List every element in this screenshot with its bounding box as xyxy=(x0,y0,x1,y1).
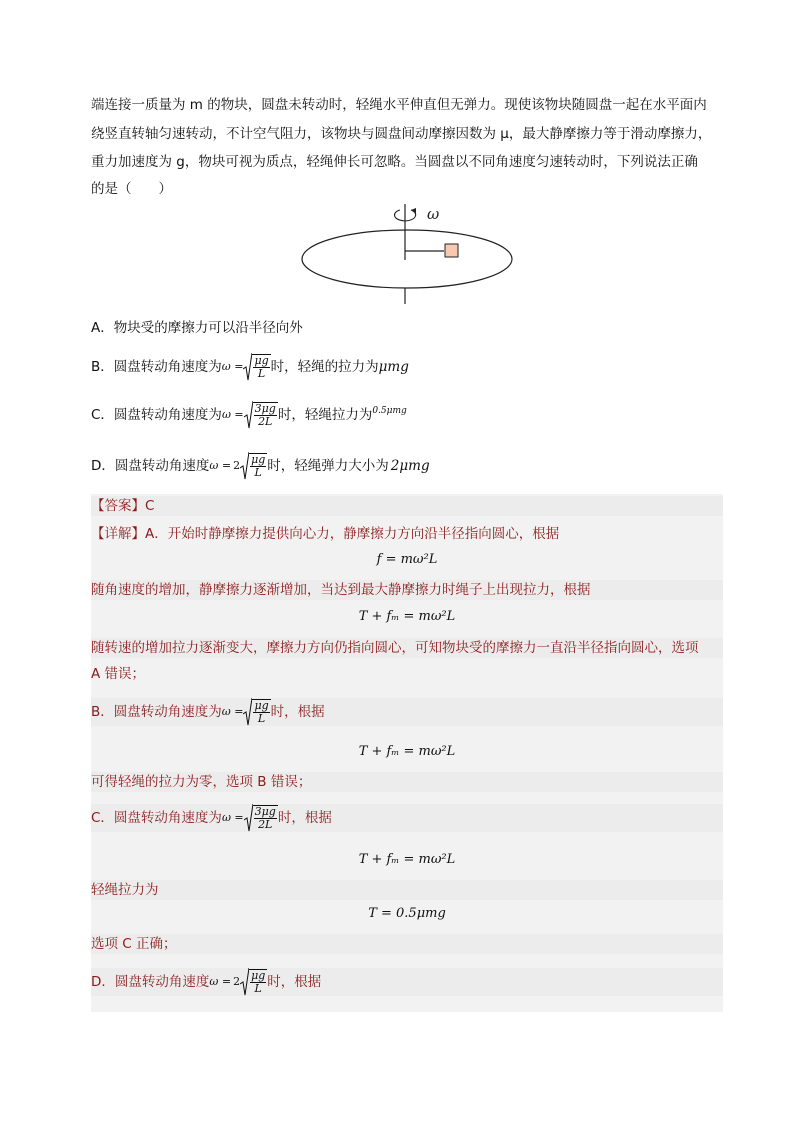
option-c xyxy=(91,402,407,428)
option-c-radical xyxy=(244,400,278,430)
detail-c-radical xyxy=(244,803,278,833)
option-b xyxy=(91,354,409,380)
option-d-den: L xyxy=(254,466,262,479)
option-d-omega: ω = xyxy=(209,459,232,472)
option-b-radical xyxy=(243,352,270,382)
option-c-prefix: C．圆盘转动角速度为 xyxy=(91,407,222,423)
detail-c-num: 3μg xyxy=(254,805,276,818)
option-b-value: μmg xyxy=(378,359,409,375)
detail-c-line1 xyxy=(91,804,723,832)
option-c-suffix: 时，轻绳拉力为 xyxy=(277,407,373,423)
option-b-prefix: B．圆盘转动角速度为 xyxy=(91,359,222,375)
question-line-1: 端连接一质量为 m 的物块，圆盘未转动时，轻绳水平伸直但无弹力。现使该物块随圆盘一起在水平面内 xyxy=(91,97,707,113)
question-line-4: 的是（ ） xyxy=(91,181,172,197)
option-c-value: 0.5μmg xyxy=(372,406,407,416)
option-d-prefix: D．圆盘转动角速度 xyxy=(91,458,210,474)
option-c-omega: ω = xyxy=(221,408,244,421)
detail-a-line2: 随角速度的增加，静摩擦力逐渐增加，当达到最大静摩擦力时绳子上出现拉力，根据 xyxy=(91,580,723,600)
detail-a-line3: 随转速的增加拉力逐渐变大，摩擦力方向仍指向圆心，可知物块受的摩擦力一直沿半径指向圆心，选项 xyxy=(91,638,723,658)
equation-5: T = 0.5μmg xyxy=(368,906,446,921)
option-d-value: 2μmg xyxy=(390,458,430,474)
detail-b-radical xyxy=(243,697,270,727)
option-b-suffix: 时，轻绳的拉力为 xyxy=(270,359,379,375)
detail-c-den: 2L xyxy=(258,818,273,831)
detail-a-line1 xyxy=(91,524,723,544)
disk-ellipse xyxy=(302,230,512,288)
option-d-radical xyxy=(240,451,267,481)
detail-c-line2: 轻绳拉力为 xyxy=(91,880,723,900)
detail-b-suffix: 时，根据 xyxy=(270,704,325,720)
detail-c-omega: ω = xyxy=(221,811,244,824)
detail-b-omega: ω = xyxy=(221,705,244,718)
detail-b-num: μg xyxy=(254,699,269,712)
equation-2: T + fₘ = mω²L xyxy=(358,609,456,624)
question-line-3: 重力加速度为 g，物块可视为质点，轻绳伸长可忽略。当圆盘以不同角速度匀速转动时，下列说法正确 xyxy=(91,154,698,170)
detail-d-prefix: D．圆盘转动角速度 xyxy=(91,974,210,990)
option-b-num: μg xyxy=(254,354,269,367)
detail-a-text1: A．开始时静摩擦力提供向心力，静摩擦力方向沿半径指向圆心，根据 xyxy=(145,526,560,542)
detail-d-line1 xyxy=(91,968,723,996)
detail-d-coef: 2 xyxy=(233,975,241,988)
detail-d-den: L xyxy=(254,982,262,995)
detail-c-line3: 选项 C 正确； xyxy=(91,934,723,954)
detail-label: 【详解】 xyxy=(91,526,145,542)
answer-block xyxy=(91,494,723,1012)
option-c-den: 2L xyxy=(258,415,273,428)
option-d xyxy=(91,453,430,479)
option-d-suffix: 时，轻绳弹力大小为 xyxy=(267,458,389,474)
detail-d-suffix: 时，根据 xyxy=(267,974,322,990)
omega-label: ω xyxy=(427,205,440,223)
rotation-arrowhead xyxy=(411,208,416,214)
equation-1: f = mω²L xyxy=(376,552,438,567)
option-a: A．物块受的摩擦力可以沿半径向外 xyxy=(91,320,303,336)
option-d-coef: 2 xyxy=(233,459,241,472)
rotating-disk-figure xyxy=(290,200,530,310)
block xyxy=(445,244,458,257)
option-d-num: μg xyxy=(251,453,266,466)
detail-b-prefix: B．圆盘转动角速度为 xyxy=(91,704,222,720)
detail-d-num: μg xyxy=(251,969,266,982)
answer-label: 【答案】C xyxy=(91,496,723,516)
question-line-2: 绕竖直转轴匀速转动，不计空气阻力，该物块与圆盘间动摩擦因数为 μ，最大静摩擦力等于滑动摩擦力， xyxy=(91,126,712,142)
option-b-den: L xyxy=(257,367,266,380)
detail-a-line4: A 错误； xyxy=(91,666,146,682)
detail-b-den: L xyxy=(257,712,266,725)
detail-c-suffix: 时，根据 xyxy=(277,810,332,826)
detail-d-radical xyxy=(240,967,267,997)
detail-c-prefix: C．圆盘转动角速度为 xyxy=(91,810,222,826)
equation-3: T + fₘ = mω²L xyxy=(358,744,456,759)
option-b-omega: ω = xyxy=(221,360,244,373)
option-c-num: 3μg xyxy=(254,402,276,415)
detail-b-line2: 可得轻绳的拉力为零，选项 B 错误； xyxy=(91,772,723,792)
equation-4: T + fₘ = mω²L xyxy=(358,852,456,867)
detail-d-omega: ω = xyxy=(209,975,232,988)
detail-b-line1 xyxy=(91,698,723,726)
